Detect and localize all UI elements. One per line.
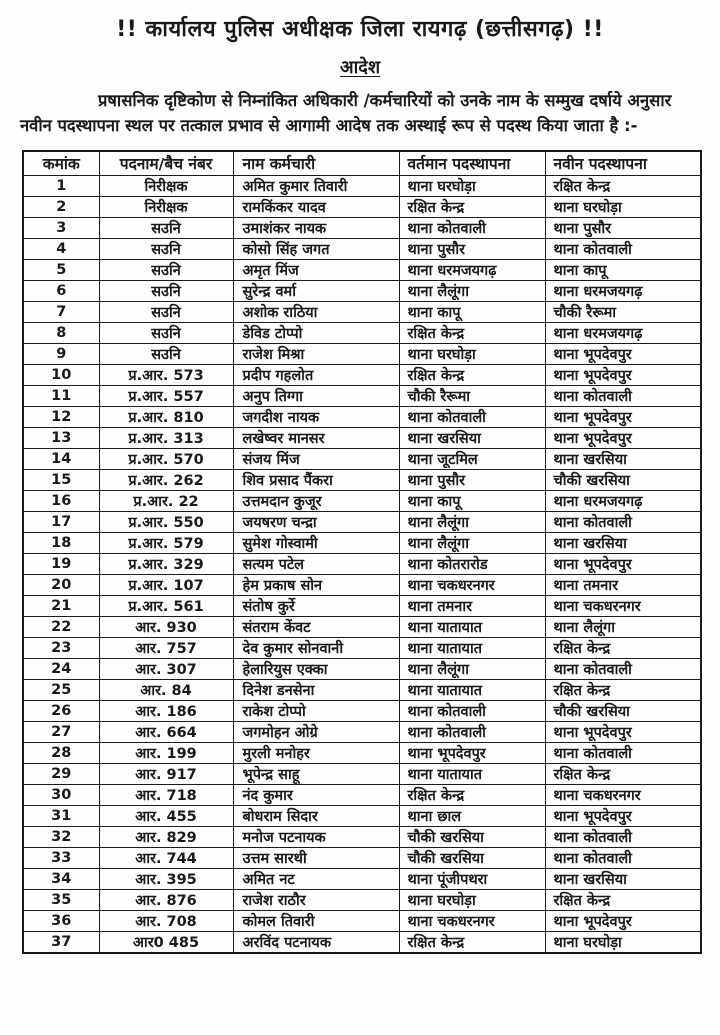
table-row xyxy=(23,638,701,659)
table-cell: थाना लैलूंगा xyxy=(399,659,545,680)
table-cell: 17 xyxy=(23,512,99,533)
table-cell: 22 xyxy=(23,617,99,638)
table-row xyxy=(23,407,701,428)
header-designation: पदनाम/बैच नंबर xyxy=(99,151,233,176)
table-cell: 2 xyxy=(23,197,99,218)
table-cell: थाना भूपदेवपुर xyxy=(545,365,701,386)
table-cell: थाना धरमजयगढ़ xyxy=(545,491,701,512)
table-cell: आर. 744 xyxy=(99,848,233,869)
table-cell: 15 xyxy=(23,470,99,491)
table-row xyxy=(23,764,701,785)
table-cell: राकेश टोप्पो xyxy=(233,701,399,722)
table-cell: राजेश मिश्रा xyxy=(233,344,399,365)
table-cell: थाना कोतवाली xyxy=(545,512,701,533)
table-cell: डेविड टोप्पो xyxy=(233,323,399,344)
table-cell: प्र.आर. 573 xyxy=(99,365,233,386)
table-cell: चौकी खरसिया xyxy=(399,827,545,848)
table-row xyxy=(23,365,701,386)
table-cell: सउनि xyxy=(99,344,233,365)
table-cell: 12 xyxy=(23,407,99,428)
table-row xyxy=(23,302,701,323)
table-cell: सत्यम पटेल xyxy=(233,554,399,575)
table-row xyxy=(23,470,701,491)
table-cell: अरविंद पटनायक xyxy=(233,932,399,954)
table-cell: दिनेश डनसेना xyxy=(233,680,399,701)
table-row xyxy=(23,176,701,197)
table-cell: मनोज पटनायक xyxy=(233,827,399,848)
table-cell: प्र.आर. 561 xyxy=(99,596,233,617)
table-cell: आर. 307 xyxy=(99,659,233,680)
table-cell: 6 xyxy=(23,281,99,302)
order-heading xyxy=(0,55,720,79)
table-cell: देव कुमार सोनवानी xyxy=(233,638,399,659)
table-cell: हेलारियुस एक्का xyxy=(233,659,399,680)
table-cell: थाना लैलूंगा xyxy=(399,281,545,302)
table-cell: सउनि xyxy=(99,218,233,239)
table-cell: थाना कोतवाली xyxy=(545,743,701,764)
table-cell: थाना खरसिया xyxy=(545,449,701,470)
table-row xyxy=(23,218,701,239)
table-row xyxy=(23,344,701,365)
table-cell: रक्षित केन्द्र xyxy=(399,932,545,954)
table-cell: थाना कापू xyxy=(545,260,701,281)
transfer-table-head xyxy=(23,151,701,176)
transfer-table xyxy=(22,150,702,955)
table-row xyxy=(23,386,701,407)
transfer-table-body xyxy=(23,176,701,954)
table-cell: रक्षित केन्द्र xyxy=(545,890,701,911)
table-cell: थाना भूपदेवपुर xyxy=(545,911,701,932)
table-cell: 10 xyxy=(23,365,99,386)
table-cell: रक्षित केन्द्र xyxy=(545,638,701,659)
table-row xyxy=(23,428,701,449)
table-cell: थाना कोतवाली xyxy=(545,239,701,260)
table-row xyxy=(23,575,701,596)
table-cell: चौकी खरसिया xyxy=(545,470,701,491)
table-cell: 35 xyxy=(23,890,99,911)
table-cell: आर0 485 xyxy=(99,932,233,954)
table-cell: थाना भूपदेवपुर xyxy=(545,806,701,827)
table-cell: नंद कुमार xyxy=(233,785,399,806)
table-cell: आर. 930 xyxy=(99,617,233,638)
table-cell: प्र.आर. 810 xyxy=(99,407,233,428)
table-cell: आर. 84 xyxy=(99,680,233,701)
table-cell: थाना तमनार xyxy=(399,596,545,617)
table-cell: सउनि xyxy=(99,323,233,344)
table-cell: रक्षित केन्द्र xyxy=(545,680,701,701)
table-cell: थाना भूपदेवपुर xyxy=(399,743,545,764)
table-cell: जगदीश नायक xyxy=(233,407,399,428)
table-cell: थाना घरघोड़ा xyxy=(545,197,701,218)
table-cell: 19 xyxy=(23,554,99,575)
table-row xyxy=(23,659,701,680)
table-cell: 18 xyxy=(23,533,99,554)
table-row xyxy=(23,554,701,575)
table-cell: 11 xyxy=(23,386,99,407)
table-cell: सुमेश गोस्वामी xyxy=(233,533,399,554)
table-cell: 37 xyxy=(23,932,99,954)
table-cell: 16 xyxy=(23,491,99,512)
table-cell: थाना छाल xyxy=(399,806,545,827)
table-cell: थाना यातायात xyxy=(399,680,545,701)
table-row xyxy=(23,596,701,617)
table-row xyxy=(23,197,701,218)
table-cell: 8 xyxy=(23,323,99,344)
table-cell: थाना खरसिया xyxy=(399,428,545,449)
table-cell: थाना चकधरनगर xyxy=(399,575,545,596)
table-cell: थाना लैलूंगा xyxy=(545,617,701,638)
table-cell: राजेश राठौर xyxy=(233,890,399,911)
table-cell: शिव प्रसाद पैंकरा xyxy=(233,470,399,491)
table-cell: रक्षित केन्द्र xyxy=(399,323,545,344)
table-row xyxy=(23,533,701,554)
table-cell: आर. 186 xyxy=(99,701,233,722)
table-cell: संतराम केंवट xyxy=(233,617,399,638)
table-cell: सुरेन्द्र वर्मा xyxy=(233,281,399,302)
table-cell: जगमोहन ओग्रे xyxy=(233,722,399,743)
table-row xyxy=(23,848,701,869)
table-cell: चौकी रैरूमा xyxy=(399,386,545,407)
table-cell: निरीक्षक xyxy=(99,176,233,197)
table-cell: 36 xyxy=(23,911,99,932)
table-row xyxy=(23,701,701,722)
table-cell: थाना यातायात xyxy=(399,764,545,785)
table-cell: चौकी खरसिया xyxy=(545,701,701,722)
table-cell: थाना कोतवाली xyxy=(545,386,701,407)
table-row xyxy=(23,239,701,260)
header-row xyxy=(23,151,701,176)
table-cell: रामकिंकर यादव xyxy=(233,197,399,218)
table-row xyxy=(23,512,701,533)
table-cell: थाना कोतवाली xyxy=(545,848,701,869)
table-cell: प्रदीप गहलोत xyxy=(233,365,399,386)
table-cell: चौकी रैरूमा xyxy=(545,302,701,323)
table-cell: 30 xyxy=(23,785,99,806)
table-cell: 31 xyxy=(23,806,99,827)
table-cell: थाना भूपदेवपुर xyxy=(545,344,701,365)
table-cell: थाना घरघोड़ा xyxy=(399,890,545,911)
table-cell: थाना कोतवाली xyxy=(545,659,701,680)
table-cell: आर. 664 xyxy=(99,722,233,743)
table-row xyxy=(23,260,701,281)
header-employee-name: नाम कर्मचारी xyxy=(233,151,399,176)
table-cell: रक्षित केन्द्र xyxy=(545,176,701,197)
table-row xyxy=(23,281,701,302)
table-row xyxy=(23,323,701,344)
table-cell: थाना लैलूंगा xyxy=(399,533,545,554)
table-cell: थाना घरघोड़ा xyxy=(545,932,701,954)
table-cell: थाना खरसिया xyxy=(545,533,701,554)
table-cell: आर. 199 xyxy=(99,743,233,764)
table-cell: 14 xyxy=(23,449,99,470)
table-cell: थाना पुसौर xyxy=(399,470,545,491)
table-cell: थाना कोतरारोड xyxy=(399,554,545,575)
table-row xyxy=(23,491,701,512)
table-cell: सउनि xyxy=(99,281,233,302)
order-heading-text: आदेश xyxy=(339,57,381,78)
table-cell: प्र.आर. 329 xyxy=(99,554,233,575)
table-row xyxy=(23,869,701,890)
table-cell: थाना यातायात xyxy=(399,617,545,638)
table-row xyxy=(23,617,701,638)
table-cell: 34 xyxy=(23,869,99,890)
table-cell: थाना चकधरनगर xyxy=(545,785,701,806)
table-cell: थाना चकधरनगर xyxy=(399,911,545,932)
table-cell: सउनि xyxy=(99,302,233,323)
table-cell: 24 xyxy=(23,659,99,680)
table-cell: 1 xyxy=(23,176,99,197)
table-cell: प्र.आर. 22 xyxy=(99,491,233,512)
table-cell: 26 xyxy=(23,701,99,722)
table-row xyxy=(23,785,701,806)
table-row xyxy=(23,911,701,932)
table-cell: थाना लैलूंगा xyxy=(399,512,545,533)
table-cell: अनुप तिग्गा xyxy=(233,386,399,407)
table-cell: थाना भूपदेवपुर xyxy=(545,407,701,428)
table-row xyxy=(23,806,701,827)
table-cell: थाना धरमजयगढ़ xyxy=(545,323,701,344)
table-cell: 21 xyxy=(23,596,99,617)
table-cell: अमृत मिंज xyxy=(233,260,399,281)
table-cell: जयषरण चन्द्रा xyxy=(233,512,399,533)
table-row xyxy=(23,890,701,911)
table-cell: 25 xyxy=(23,680,99,701)
table-cell: थाना कापू xyxy=(399,302,545,323)
table-cell: हेम प्रकाष सोन xyxy=(233,575,399,596)
table-cell: रक्षित केन्द्र xyxy=(399,197,545,218)
table-cell: थाना कापू xyxy=(399,491,545,512)
header-new-posting: नवीन पदस्थापना xyxy=(545,151,701,176)
table-cell: अमित नट xyxy=(233,869,399,890)
table-cell: थाना कोतवाली xyxy=(399,218,545,239)
table-cell: प्र.आर. 107 xyxy=(99,575,233,596)
table-row xyxy=(23,743,701,764)
table-cell: आर. 395 xyxy=(99,869,233,890)
table-cell: 28 xyxy=(23,743,99,764)
table-row xyxy=(23,827,701,848)
intro-paragraph: प्रषासनिक दृष्टिकोण से निम्नांकित अधिकारी /कर्मचारियों को उनके नाम के सम्मुख दर्षाये अनुसार नवीन पदस्थापना स्थल पर तत्काल प्रभाव से आगामी आदेष तक अस्थाई रूप से पदस्थ किया जाता है :- xyxy=(20,91,672,135)
table-cell: निरीक्षक xyxy=(99,197,233,218)
table-cell: 29 xyxy=(23,764,99,785)
table-cell: संजय मिंज xyxy=(233,449,399,470)
table-cell: थाना कोतवाली xyxy=(399,407,545,428)
table-cell: थाना यातायात xyxy=(399,638,545,659)
table-cell: संतोष कुर्रे xyxy=(233,596,399,617)
header-serial: कमांक xyxy=(23,151,99,176)
table-cell: आर. 917 xyxy=(99,764,233,785)
table-cell: थाना भूपदेवपुर xyxy=(545,428,701,449)
table-cell: आर. 708 xyxy=(99,911,233,932)
table-cell: थाना घरघोड़ा xyxy=(399,176,545,197)
table-row xyxy=(23,932,701,954)
table-cell: अमित कुमार तिवारी xyxy=(233,176,399,197)
table-cell: थाना कोतवाली xyxy=(399,701,545,722)
page-title: !! कार्यालय पुलिस अधीक्षक जिला रायगढ़ (छत्तीसगढ़) !! xyxy=(116,17,604,42)
table-cell: थाना धरमजयगढ़ xyxy=(545,281,701,302)
table-row xyxy=(23,449,701,470)
table-cell: अशोक राठिया xyxy=(233,302,399,323)
table-cell: उत्तम सारथी xyxy=(233,848,399,869)
table-cell: मुरली मनोहर xyxy=(233,743,399,764)
table-cell: 4 xyxy=(23,239,99,260)
table-cell: 9 xyxy=(23,344,99,365)
table-cell: सउनि xyxy=(99,239,233,260)
table-cell: 3 xyxy=(23,218,99,239)
table-cell: आर. 455 xyxy=(99,806,233,827)
table-cell: प्र.आर. 262 xyxy=(99,470,233,491)
table-cell: थाना धरमजयगढ़ xyxy=(399,260,545,281)
header-current-posting: वर्तमान पदस्थापना xyxy=(399,151,545,176)
table-cell: प्र.आर. 570 xyxy=(99,449,233,470)
table-cell: आर. 829 xyxy=(99,827,233,848)
table-cell: प्र.आर. 557 xyxy=(99,386,233,407)
table-cell: 23 xyxy=(23,638,99,659)
table-cell: भूपेन्द्र साहू xyxy=(233,764,399,785)
table-cell: उत्तमदान कुजूर xyxy=(233,491,399,512)
table-row xyxy=(23,722,701,743)
table-cell: थाना पुसौर xyxy=(399,239,545,260)
table-cell: 7 xyxy=(23,302,99,323)
table-cell: थाना जूटमिल xyxy=(399,449,545,470)
table-cell: 13 xyxy=(23,428,99,449)
table-cell: थाना कोतवाली xyxy=(545,827,701,848)
table-cell: 5 xyxy=(23,260,99,281)
table-cell: रक्षित केन्द्र xyxy=(399,785,545,806)
table-cell: थाना खरसिया xyxy=(545,869,701,890)
table-cell: चौकी खरसिया xyxy=(399,848,545,869)
table-cell: आर. 757 xyxy=(99,638,233,659)
table-cell: थाना कोतवाली xyxy=(399,722,545,743)
table-cell: कोमल तिवारी xyxy=(233,911,399,932)
table-cell: थाना पुसौर xyxy=(545,218,701,239)
table-row xyxy=(23,680,701,701)
table-cell: 27 xyxy=(23,722,99,743)
table-cell: बोधराम सिदार xyxy=(233,806,399,827)
table-cell: लखेष्वर मानसर xyxy=(233,428,399,449)
table-cell: रक्षित केन्द्र xyxy=(545,764,701,785)
table-cell: थाना पूंजीपथरा xyxy=(399,869,545,890)
table-cell: कोसो सिंह जगत xyxy=(233,239,399,260)
table-cell: थाना तमनार xyxy=(545,575,701,596)
table-cell: प्र.आर. 579 xyxy=(99,533,233,554)
table-cell: सउनि xyxy=(99,260,233,281)
table-cell: 20 xyxy=(23,575,99,596)
table-cell: प्र.आर. 313 xyxy=(99,428,233,449)
table-cell: उमाशंकर नायक xyxy=(233,218,399,239)
table-cell: थाना भूपदेवपुर xyxy=(545,722,701,743)
table-cell: आर. 876 xyxy=(99,890,233,911)
table-cell: प्र.आर. 550 xyxy=(99,512,233,533)
table-cell: थाना घरघोड़ा xyxy=(399,344,545,365)
table-cell: थाना चकधरनगर xyxy=(545,596,701,617)
table-cell: 33 xyxy=(23,848,99,869)
table-cell: रक्षित केन्द्र xyxy=(399,365,545,386)
table-cell: थाना भूपदेवपुर xyxy=(545,554,701,575)
table-cell: 32 xyxy=(23,827,99,848)
table-cell: आर. 718 xyxy=(99,785,233,806)
